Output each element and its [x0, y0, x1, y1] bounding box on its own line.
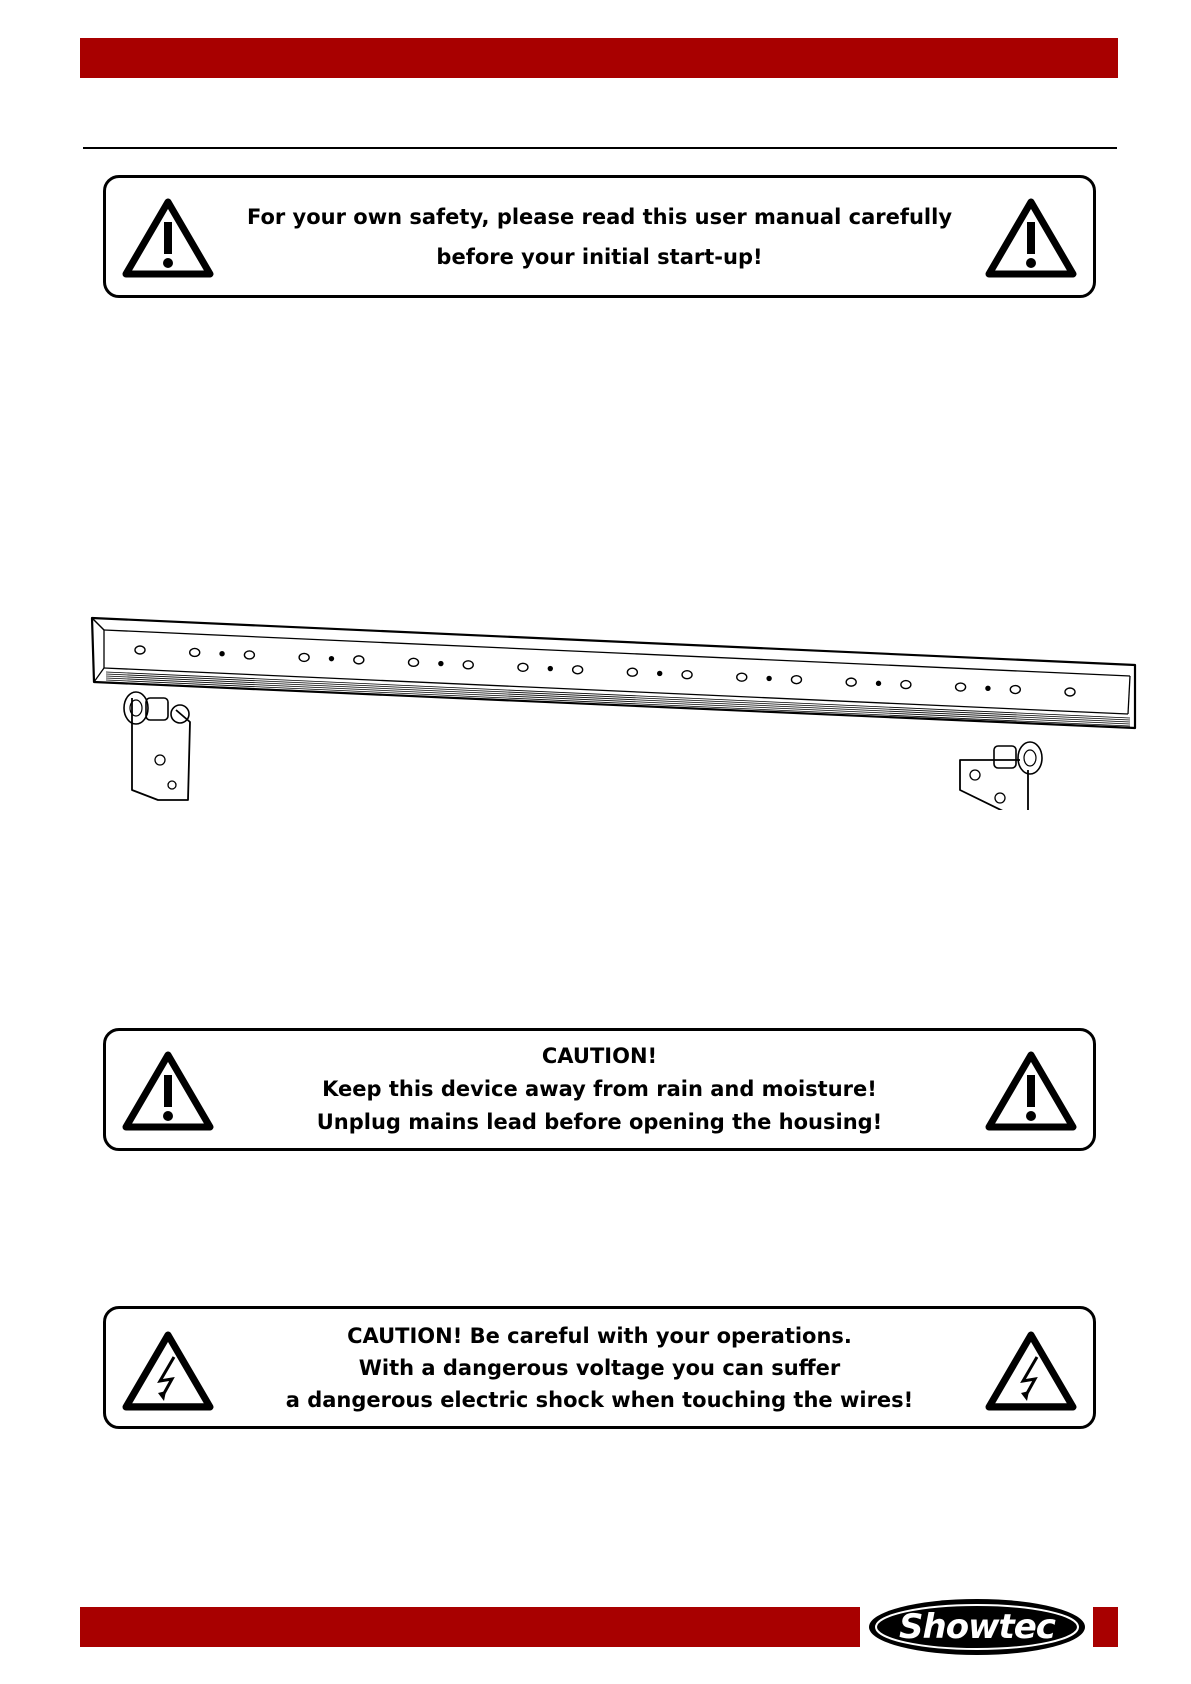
led-dot: [548, 667, 552, 671]
led-lens: [463, 661, 473, 669]
warning-exclamation-icon: [985, 198, 1077, 278]
led-lens: [573, 666, 583, 674]
caution-voltage-line-2: With a dangerous voltage you can suffer: [358, 1355, 841, 1380]
led-lens: [682, 671, 692, 679]
led-lens: [956, 683, 966, 691]
caution-moisture-text: [226, 1031, 973, 1148]
safety-notice-line-1: For your own safety, please read this user manual carefully: [246, 204, 953, 229]
led-lens: [846, 678, 856, 686]
high-voltage-icon: [122, 1331, 214, 1411]
led-lens: [244, 651, 254, 659]
caution-moisture-line-1: CAUTION!: [541, 1044, 658, 1068]
led-lens: [1010, 686, 1020, 694]
caution-voltage-line-3: a dangerous electric shock when touching the wires!: [285, 1387, 914, 1412]
led-lens: [518, 663, 528, 671]
led-dot: [986, 686, 990, 690]
warning-exclamation-icon: [122, 1051, 214, 1131]
led-dot: [877, 681, 881, 685]
showtec-logo-text: Showtec: [899, 1607, 1055, 1647]
caution-voltage-text: [226, 1309, 973, 1426]
safety-notice-text: [226, 178, 973, 295]
led-dot: [329, 657, 333, 661]
header-bar: [80, 38, 1118, 78]
footer-bar-end: [1093, 1607, 1118, 1647]
caution-moisture-box: [103, 1028, 1096, 1151]
caution-voltage-box: [103, 1306, 1096, 1429]
header-rule: [83, 147, 1117, 149]
heatsink-fin: [106, 682, 1130, 728]
led-dot: [767, 676, 771, 680]
led-lens: [627, 668, 637, 676]
led-lens: [737, 673, 747, 681]
caution-voltage-line-1: CAUTION! Be careful with your operations.: [347, 1323, 852, 1348]
led-dot: [658, 671, 662, 675]
warning-exclamation-icon: [122, 198, 214, 278]
caution-moisture-line-2: Keep this device away from rain and moisture!: [322, 1077, 877, 1101]
heatsink-fin: [106, 680, 1130, 726]
led-lens: [1065, 688, 1075, 696]
led-dot: [439, 662, 443, 666]
safety-notice-box: [103, 175, 1096, 298]
led-dot: [220, 652, 224, 656]
led-lens: [791, 676, 801, 684]
high-voltage-icon: [985, 1331, 1077, 1411]
showtec-logo: [866, 1596, 1088, 1658]
caution-moisture-line-3: Unplug mains lead before opening the housing!: [316, 1110, 883, 1134]
led-lens: [190, 648, 200, 656]
led-lens: [901, 681, 911, 689]
led-lens: [409, 658, 419, 666]
heatsink-fin: [106, 672, 1130, 718]
heatsink-fin: [106, 678, 1130, 724]
led-lens: [354, 656, 364, 664]
safety-notice-line-2: before your initial start-up!: [436, 244, 763, 269]
led-bar-fixture-illustration: [80, 610, 1150, 810]
warning-exclamation-icon: [985, 1051, 1077, 1131]
led-lens: [299, 653, 309, 661]
led-lens: [135, 646, 145, 654]
heatsink-fin: [106, 674, 1130, 720]
heatsink-fin: [106, 676, 1130, 722]
footer-bar: [80, 1607, 860, 1647]
